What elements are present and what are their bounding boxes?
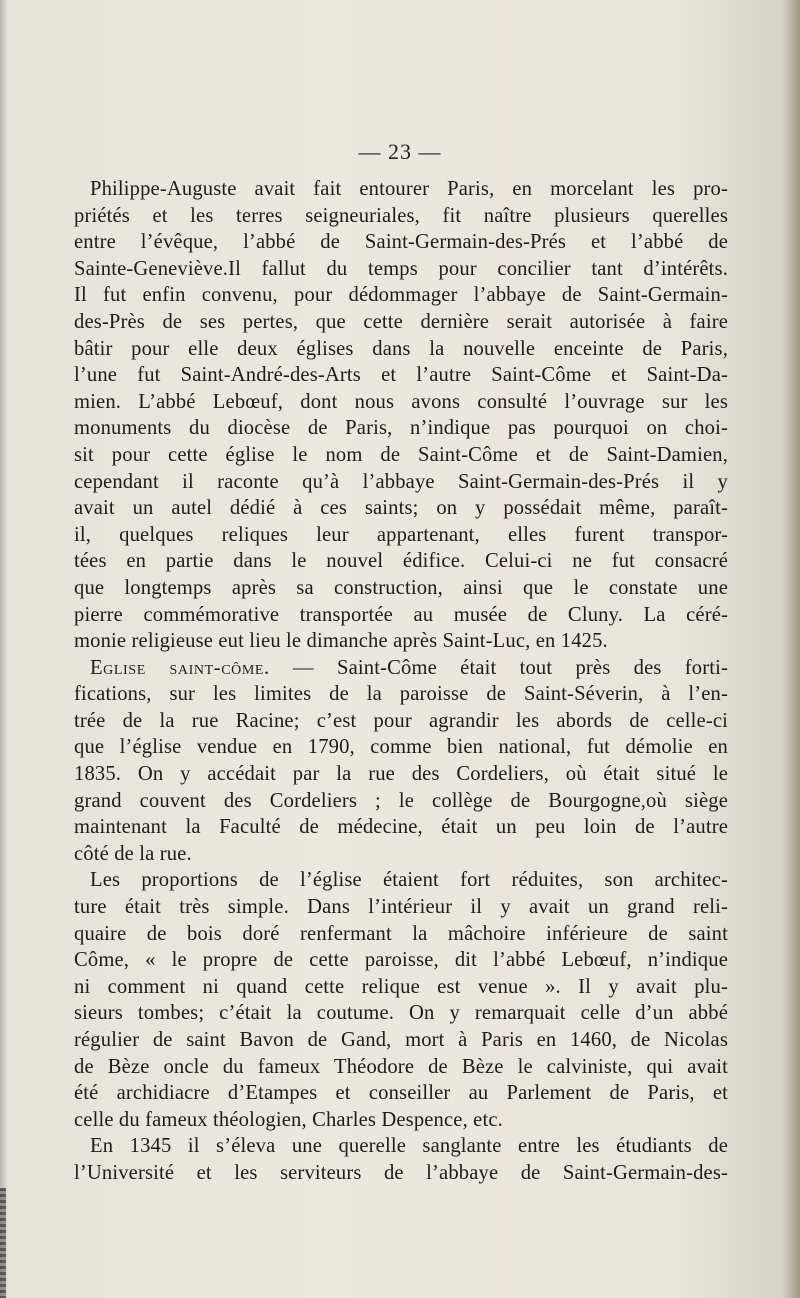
text-line: sieurs tombes; c’était la coutume. On y remarquait celle d’un abbé bbox=[74, 1002, 728, 1025]
text-line: quaire de bois doré renfermant la mâchoire inférieure de saint bbox=[74, 922, 728, 945]
text-line: ture était très simple. Dans l’intérieur il y avait un grand reli- bbox=[74, 896, 728, 919]
text-line: maintenant la Faculté de médecine, était un peu loin de l’autre bbox=[74, 816, 728, 839]
text-line: entre l’évêque, l’abbé de Saint-Germain-des-Prés et l’abbé de bbox=[74, 231, 728, 254]
text-line: monuments du diocèse de Paris, n’indique pas pourquoi on choi- bbox=[74, 417, 728, 440]
text-line: ni comment ni quand cette relique est venue ». Il y avait plu- bbox=[74, 975, 728, 998]
text-line: il, quelques reliques leur appartenant, elles furent transpor- bbox=[74, 523, 728, 546]
text-line: côté de la rue. bbox=[74, 842, 192, 865]
text-line-content: — Saint-Côme était tout près des forti- bbox=[269, 656, 728, 679]
text-line: cependant il raconte qu’à l’abbaye Saint-Germain-des-Prés il y bbox=[74, 470, 728, 493]
text-line: 1835. On y accédait par la rue des Cordeliers, où était situé le bbox=[74, 763, 728, 786]
text-line: tées en partie dans le nouvel édifice. Celui-ci ne fut consacré bbox=[74, 550, 728, 573]
text-line: régulier de saint Bavon de Gand, mort à Paris en 1460, de Nicolas bbox=[74, 1029, 728, 1051]
text-line: avait un autel dédié à ces saints; on y possédait même, paraît- bbox=[74, 497, 728, 520]
text-line: En 1345 il s’éleva une querelle sanglante entre les étudiants de bbox=[90, 1135, 728, 1158]
text-line: Philippe-Auguste avait fait entourer Paris, en morcelant les pro- bbox=[90, 178, 728, 200]
text-line: l’une fut Saint-André-des-Arts et l’autre Saint-Côme et Saint-Da- bbox=[74, 364, 728, 387]
text-line: Sainte-Geneviève.Il fallut du temps pour concilier tant d’intérêts. bbox=[74, 257, 728, 280]
text-line: Côme, « le propre de cette paroisse, dit l’abbé Lebœuf, n’indique bbox=[74, 949, 728, 972]
text-line: fications, sur les limites de la paroisse de Saint-Séverin, à l’en- bbox=[74, 683, 728, 706]
page-right-edge-stain bbox=[782, 0, 800, 1298]
text-line: Il fut enfin convenu, pour dédommager l’abbaye de Saint-Germain- bbox=[74, 284, 728, 307]
text-line: de Bèze oncle du fameux Théodore de Bèze le calviniste, qui avait bbox=[74, 1055, 728, 1078]
page-left-edge-shadow bbox=[0, 0, 8, 1298]
text-line: priétés et les terres seigneuriales, fit naître plusieurs querelles bbox=[74, 204, 728, 227]
text-line: pierre commémorative transportée au musée de Cluny. La céré- bbox=[74, 603, 728, 626]
text-line: sit pour cette église le nom de Saint-Côme et de Saint-Damien, bbox=[74, 443, 728, 466]
text-line: grand couvent des Cordeliers ; le collège de Bourgogne,où siège bbox=[74, 789, 728, 812]
text-line: bâtir pour elle deux églises dans la nouvelle enceinte de Paris, bbox=[74, 337, 728, 360]
text-line: que l’église vendue en 1790, comme bien national, fut démolie en bbox=[74, 736, 728, 759]
text-line: monie religieuse eut lieu le dimanche après Saint-Luc, en 1425. bbox=[74, 630, 608, 653]
binding-mark bbox=[0, 1188, 6, 1298]
text-line: des-Près de ses pertes, que cette dernière serait autorisée à faire bbox=[74, 310, 728, 333]
text-line: été archidiacre d’Etampes et conseiller au Parlement de Paris, et bbox=[74, 1082, 728, 1105]
text-line: celle du fameux théologien, Charles Despence, etc. bbox=[74, 1108, 503, 1131]
text-line bbox=[74, 655, 728, 682]
text-line: que longtemps après sa construction, ainsi que le constate une bbox=[74, 576, 728, 599]
section-heading: Eglise saint-côme. bbox=[90, 656, 270, 679]
text-line: Les proportions de l’église étaient fort réduites, son architec- bbox=[90, 869, 728, 892]
text-line: l’Université et les serviteurs de l’abbaye de Saint-Germain-des- bbox=[74, 1161, 728, 1184]
text-line: trée de la rue Racine; c’est pour agrandir les abords de celle-ci bbox=[74, 709, 728, 732]
page-number: — 23 — bbox=[358, 139, 442, 164]
text-line: mien. L’abbé Lebœuf, dont nous avons consulté l’ouvrage sur les bbox=[74, 390, 728, 413]
body-text bbox=[74, 176, 728, 1187]
